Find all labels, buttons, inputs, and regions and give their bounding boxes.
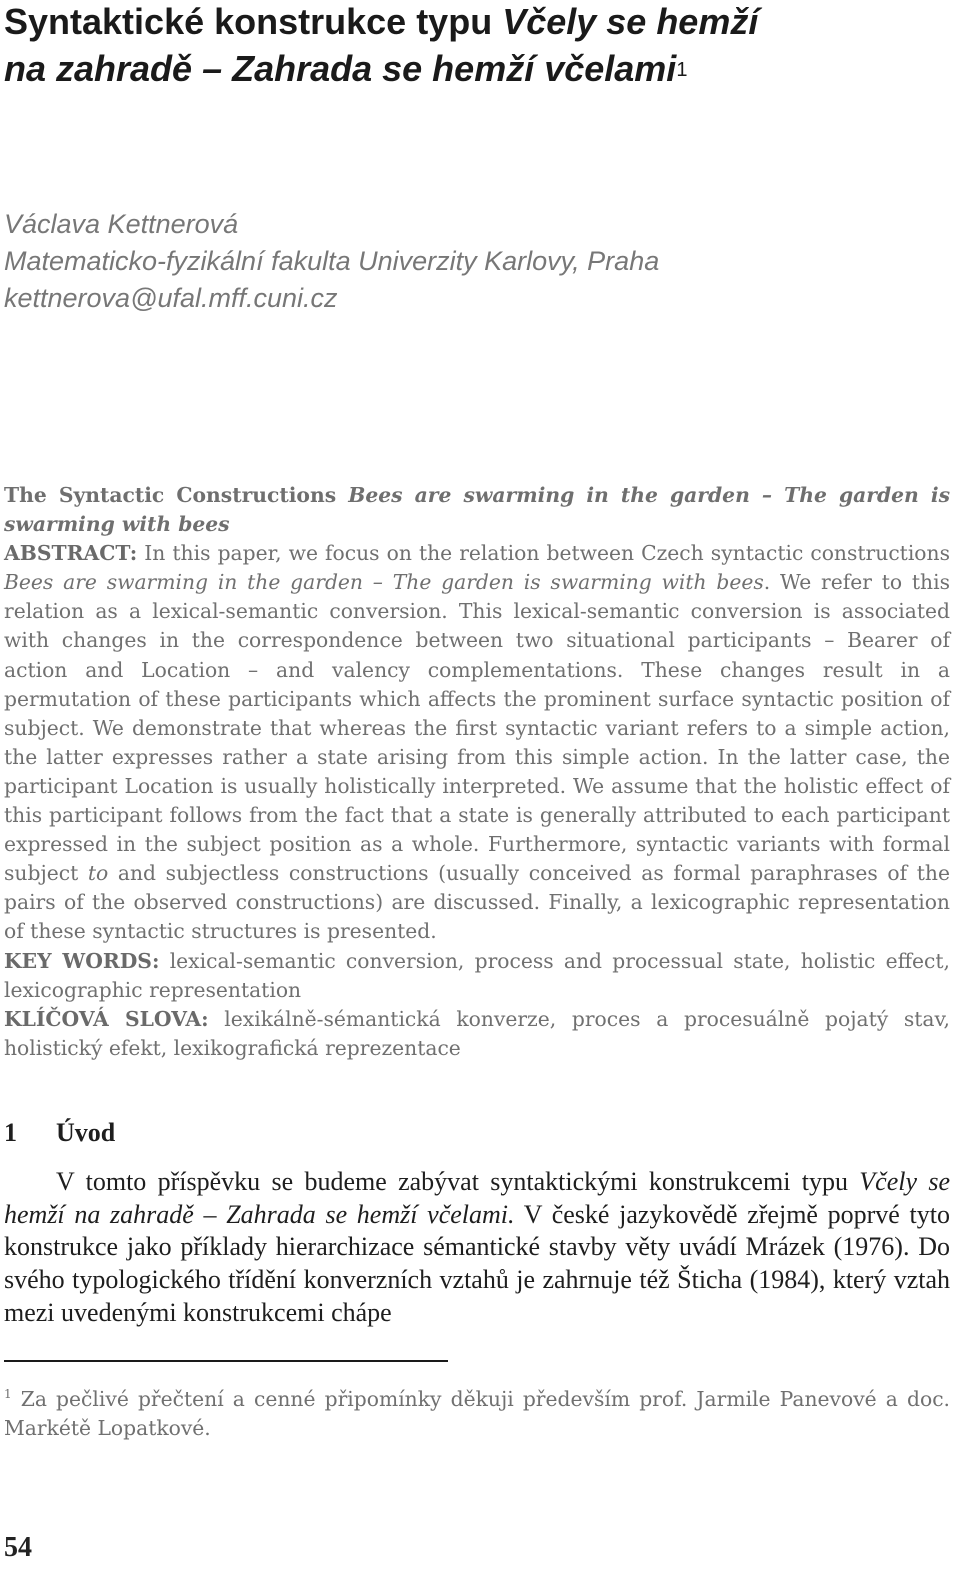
section-body — [4, 1166, 950, 1330]
english-title-plain: The Syntactic Constructions — [4, 483, 349, 507]
keywords-label: KEY WORDS: — [4, 948, 160, 973]
abstract-block — [4, 481, 950, 1063]
author-name: Václava Kettnerová — [4, 209, 239, 239]
body-text-1: V tomto příspěvku se budeme zabývat syntaktickými konstrukcemi typu — [56, 1167, 860, 1196]
section-number: 1 — [4, 1118, 17, 1147]
title-italic-1: Včely se hemží — [502, 1, 759, 42]
klicova-slova-paragraph — [4, 1005, 950, 1063]
footnote — [4, 1380, 950, 1444]
english-title-italic: Bees are swarming in the garden – The garden is swarming with bees — [4, 483, 950, 537]
abstract-text-1: In this paper, we focus on the relation between Czech syntactic constructions — [137, 541, 950, 566]
title-footnote-mark[interactable]: 1 — [676, 59, 688, 81]
abstract-text-italic-1: Bees are swarming in the garden – The garden is swarming with bees — [4, 570, 764, 595]
klicova-slova-label: KLÍČOVÁ SLOVA: — [4, 1006, 209, 1031]
section-heading — [4, 1116, 115, 1150]
title-italic-2: na zahradě – Zahrada se hemží včelami — [4, 48, 677, 89]
klicova-slova-text: lexikálně-sémantická konverze, proces a procesuálně pojatý stav, holistický efekt, lexikografická reprezentace — [4, 1006, 950, 1060]
abstract-text-2: . We refer to this relation as a lexical-semantic conversion. This lexical-semantic conversion is associated with changes in the correspondence between two situational participants – Bearer of action and Location – and valency complementations. These changes result in a permutation of these participants which affects the prominent surface syntactic position of subject. We demonstrate that whereas the first syntactic variant refers to a simple action, the latter expresses rather a state arising from this simple action. In the latter case, the participant Location is usually holistically interpreted. We assume that the holistic effect of this participant follows from the fact that a state is generally attributed to each participant expressed in the subject position as a whole. Furthermore, syntactic variants with formal subject — [4, 570, 950, 886]
author-block — [4, 206, 659, 317]
footnote-mark: 1 — [4, 1387, 12, 1401]
abstract-text-italic-2: to — [87, 861, 109, 886]
abstract-paragraph — [4, 539, 950, 946]
author-affiliation: Matematicko-fyzikální fakulta Univerzity Karlovy, Praha — [4, 246, 660, 276]
author-email[interactable]: kettnerova@ufal.mff.cuni.cz — [4, 283, 338, 313]
body-text-2: V české jazykovědě zřejmě poprvé tyto konstrukce jako příklady hierarchizace sémantické stavby věty uvádí Mrázek (1976). Do svého typologického třídění konverzních vztahů je zahrnuje též Šticha (1984), který vztah mezi uvedenými konstrukcemi chápe — [4, 1199, 950, 1327]
footnote-text: Za pečlivé přečtení a cenné připomínky děkuji především prof. Jarmile Panevové a doc. Markétě Lopatkové. — [4, 1386, 950, 1441]
body-text-italic: Včely se hemží na zahradě – Zahrada se hemží včelami. — [4, 1167, 951, 1229]
title-plain: Syntaktické konstrukce typu — [4, 1, 503, 42]
keywords-text: lexical-semantic conversion, process and processual state, holistic effect, lexicographic representation — [4, 948, 950, 1002]
english-title — [4, 481, 950, 539]
footnote-divider — [4, 1360, 448, 1362]
abstract-label: ABSTRACT: — [4, 541, 138, 566]
keywords-paragraph — [4, 947, 950, 1005]
section-title: Úvod — [56, 1118, 116, 1147]
paper-title — [4, 0, 758, 92]
page-number: 54 — [4, 1532, 32, 1563]
body-paragraph — [4, 1166, 950, 1330]
abstract-text-3: and subjectless constructions (usually conceived as formal paraphrases of the pairs of the observed constructions) are discussed. Finally, a lexicographic representation of these syntactic structures is presented. — [4, 861, 950, 944]
